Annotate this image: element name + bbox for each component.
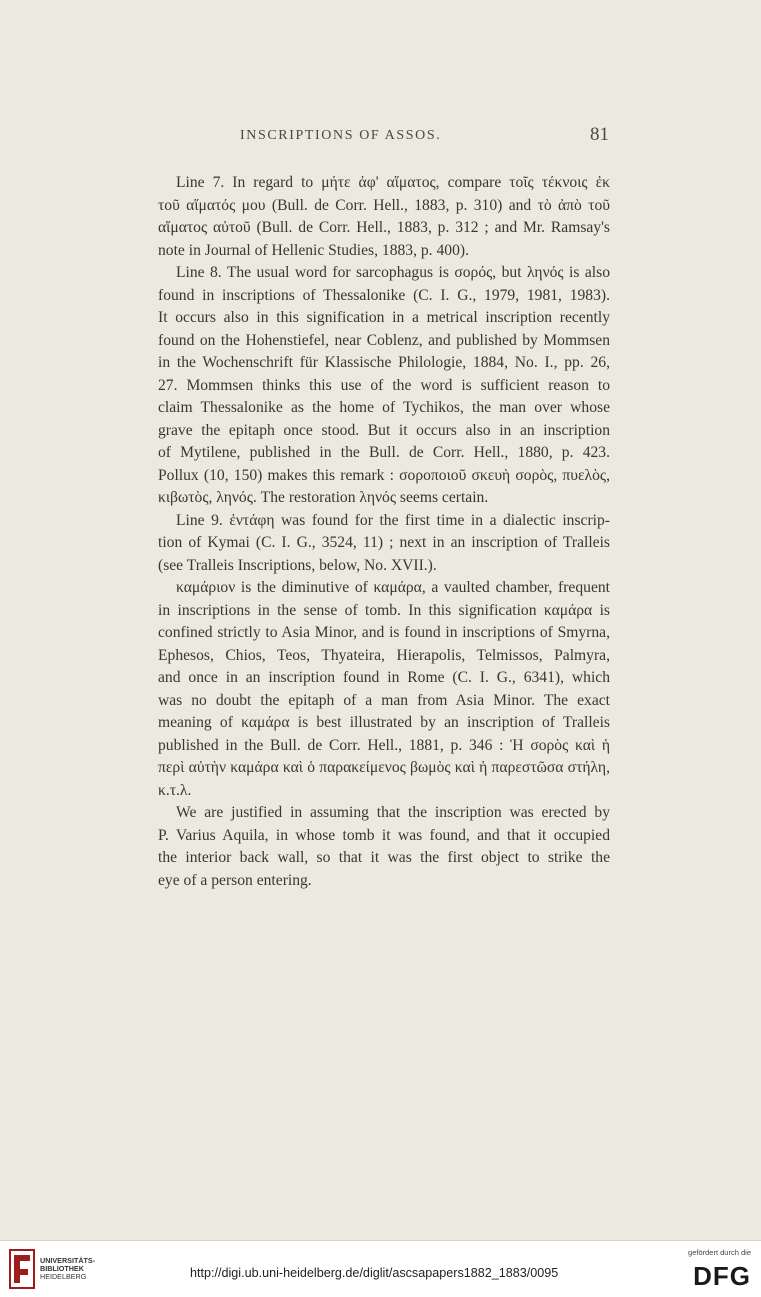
library-name-line: HEIDELBERG — [40, 1272, 87, 1281]
text-line: of Mytilene, published in the Bull. de Corr. Hell., 1880, p. 423. — [158, 444, 610, 461]
digitization-footer — [0, 1240, 761, 1297]
text-line: περὶ αὐτὴν καμάρα καὶ ὁ παρακείμενος βωμὸς καὶ ἡ παρεστῶσα στήλη, — [158, 759, 610, 776]
text-line: found in inscriptions of Thessalonike (C. I. G., 1979, 1981, 1983). — [158, 286, 610, 304]
text-line: in inscriptions in the sense of tomb. In this signification καμάρα is — [158, 601, 610, 619]
library-name — [40, 1257, 95, 1281]
text-line: αἵματος αὐτοῦ (Bull. de Corr. Hell., 1883, p. 312 ; and Mr. Ramsay's — [158, 219, 610, 236]
text-line: in the Wochenschrift für Klassische Philologie, 1884, No. I., pp. 26, — [158, 354, 610, 371]
text-line: Line 8. The usual word for sarcophagus is σορός, but ληνός is also — [176, 264, 610, 281]
text-line: the interior back wall, so that it was the first object to strike the — [158, 849, 610, 866]
text-line: κιβωτὸς, ληνός. The restoration ληνός seems certain. — [158, 489, 489, 506]
text-line: We are justified in assuming that the inscription was erected by — [176, 804, 610, 821]
text-line: Line 9. ἐντάφη was found for the first time in a dialectic inscrip- — [176, 511, 610, 529]
text-line: grave the epitaph once stood. But it occurs also in an inscription — [158, 421, 610, 439]
text-line: was no doubt the epitaph of a man from Asia Minor. The exact — [158, 691, 610, 709]
text-line: published in the Bull. de Corr. Hell., 1881, p. 346 : Ἡ σορὸς καὶ ἡ — [158, 736, 610, 754]
page-header — [158, 126, 609, 150]
text-line: claim Thessalonike as the home of Tychikos, the man over whose — [158, 399, 610, 416]
library-name-line: UNIVERSITÄTS- — [40, 1256, 96, 1265]
text-line: 27. Mommsen thinks this use of the word is sufficient reason to — [158, 376, 610, 394]
text-line: Ephesos, Chios, Teos, Thyateira, Hierapolis, Telmissos, Palmyra, — [158, 646, 610, 664]
text-line: Pollux (10, 150) makes this remark : σοροποιοῦ σκευὴ σορὸς, πυελὸς, — [158, 466, 610, 484]
page-number: 81 — [590, 124, 609, 145]
text-line: (see Tralleis Inscriptions, below, No. XVII.). — [158, 556, 437, 574]
text-line: τοῦ αἵματός μου (Bull. de Corr. Hell., 1883, p. 310) and τὸ ἀπὸ τοῦ — [158, 196, 610, 214]
text-line: and once in an inscription found in Rome (C. I. G., 6341), which — [158, 669, 610, 686]
text-line: καμάριον is the diminutive of καμάρα, a vaulted chamber, frequent — [176, 579, 610, 596]
text-line: eye of a person entering. — [158, 871, 312, 889]
text-line: Line 7. In regard to μήτε ἀφ' αἵματος, compare τοῖς τέκνοις ἐκ — [176, 174, 610, 191]
text-line: κ.τ.λ. — [158, 781, 192, 799]
text-line: note in Journal of Hellenic Studies, 1883, p. 400). — [158, 241, 469, 259]
funder-label: gefördert durch die — [688, 1248, 751, 1257]
text-line: confined strictly to Asia Minor, and is found in inscriptions of Smyrna, — [158, 624, 610, 641]
university-library-logo-icon — [9, 1249, 35, 1289]
text-line: found on the Hohenstiefel, near Coblenz, and published by Mommsen — [158, 331, 610, 349]
text-line: It occurs also in this signification in a metrical inscription recently — [158, 309, 610, 326]
running-head: INSCRIPTIONS OF ASSOS. — [240, 128, 442, 143]
text-line: tion of Kymai (C. I. G., 3524, 11) ; next in an inscription of Tralleis — [158, 534, 610, 551]
text-line: meaning of καμάρα is best illustrated by an inscription of Tralleis — [158, 714, 610, 731]
permalink-url[interactable]: http://digi.ub.uni-heidelberg.de/diglit/ascsapapers1882_1883/0095 — [190, 1266, 559, 1280]
text-line: P. Varius Aquila, in whose tomb it was found, and that it occupied — [158, 826, 610, 844]
dfg-logo: DFG — [693, 1261, 751, 1291]
body-text — [158, 172, 610, 892]
library-name-line: BIBLIOTHEK — [40, 1264, 84, 1273]
